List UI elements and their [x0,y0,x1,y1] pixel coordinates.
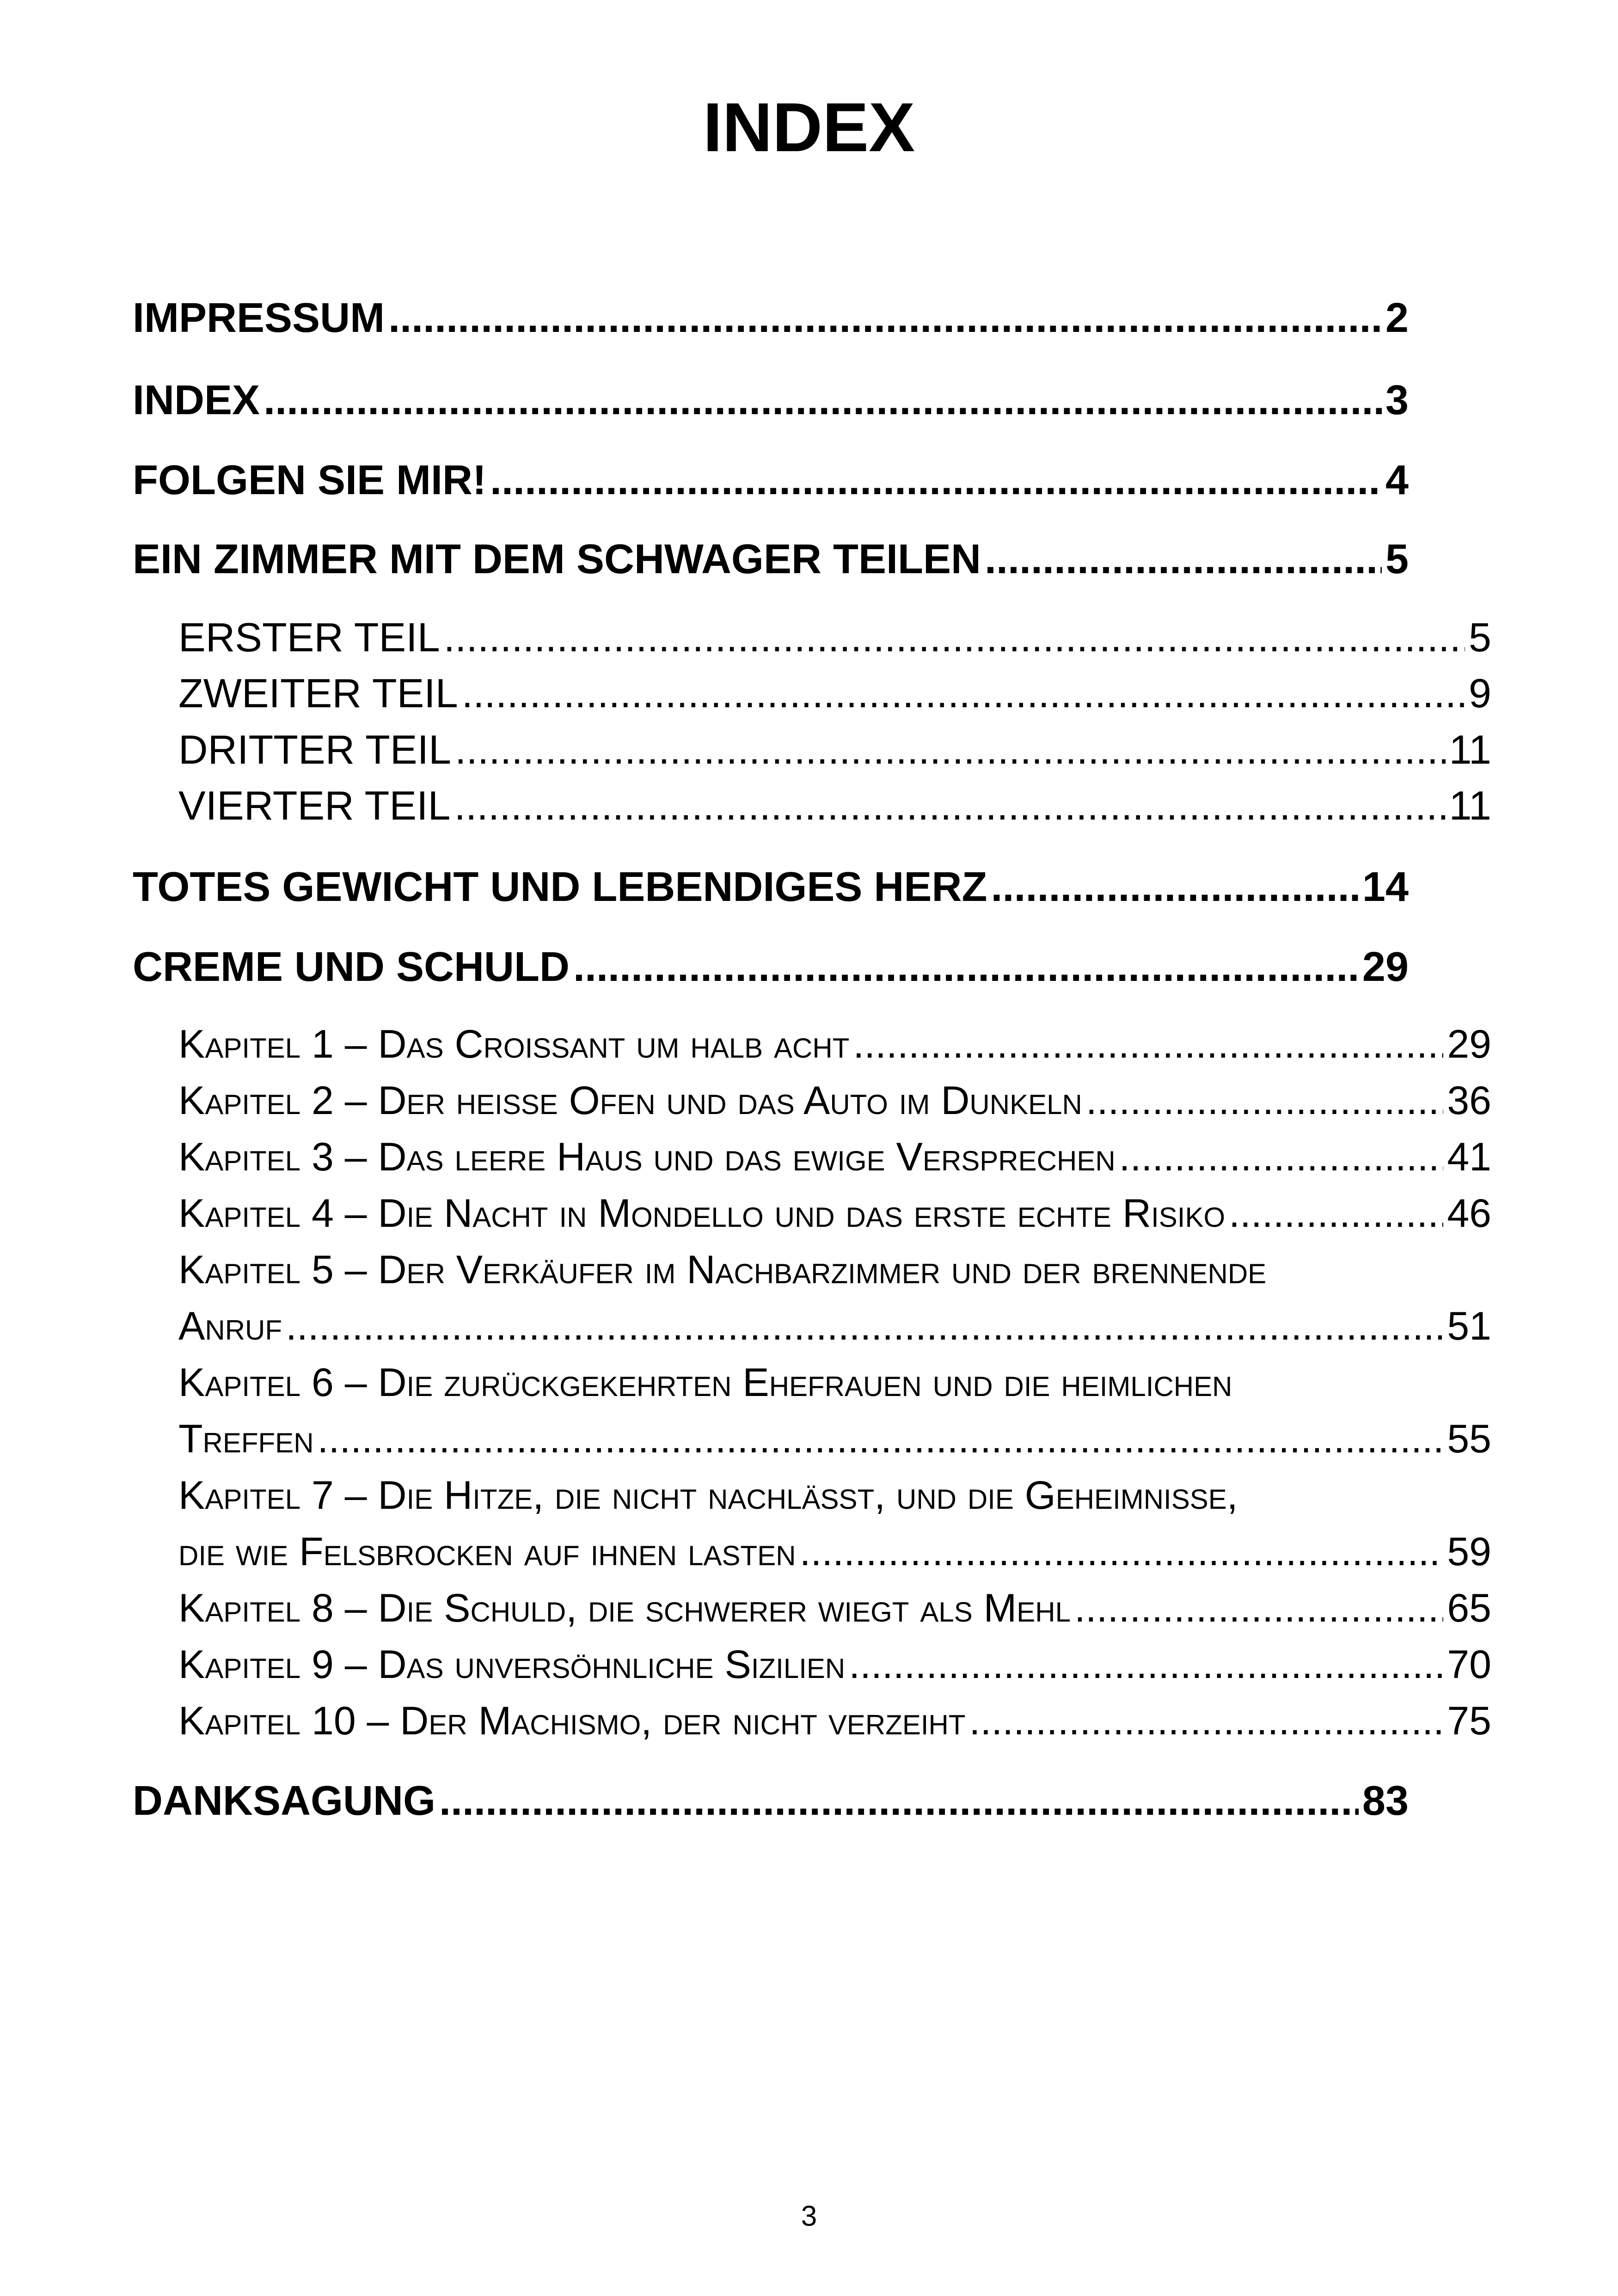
dot-leader [1229,1186,1443,1241]
toc-chapter-3[interactable] [178,1130,1491,1184]
dot-leader [455,722,1446,777]
toc-entry-page: 14 [1362,864,1409,910]
toc-entry-page: 55 [1447,1417,1491,1461]
toc-subentry-zweiter-teil[interactable] [178,666,1491,721]
dot-leader [462,666,1465,721]
toc-entry-label: DANKSAGUNG [133,1778,436,1824]
page-title: INDEX [703,88,915,166]
toc-entry-label: ZWEITER TEIL [178,670,458,716]
toc-entry-label: Kapitel 4 – Die Nacht in Mondello und das erste echte Risiko [178,1191,1226,1236]
toc-entry-page: 3 [1385,377,1409,423]
toc-entry-label: CREME UND SCHULD [133,944,570,990]
toc-entry-page: 5 [1385,536,1409,582]
dot-leader [318,1412,1444,1466]
dot-leader [991,859,1358,915]
toc-entry-page: 36 [1447,1078,1491,1123]
toc-entry-label: ERSTER TEIL [178,614,440,660]
toc-entry-label: Kapitel 8 – Die Schuld, die schwerer wiegt als Mehl [178,1586,1071,1630]
toc-chapter-7-title-line[interactable]: Kapitel 7 – Die Hitze, die nicht nachlässt, und die Geheimnisse, [178,1473,1238,1518]
toc-chapter-7[interactable] [178,1525,1491,1579]
toc-entry-label: Kapitel 9 – Das unversöhnliche Sizilien [178,1642,846,1687]
toc-entry-folgen-sie-mir[interactable] [133,453,1409,508]
toc-entry-label: EIN ZIMMER MIT DEM SCHWAGER TEILEN [133,536,981,582]
dot-leader [439,1773,1359,1829]
toc-entry-page: 83 [1362,1778,1409,1824]
toc-entry-danksagung[interactable] [133,1773,1409,1829]
toc-entry-page: 46 [1447,1191,1491,1236]
toc-entry-impressum[interactable] [133,290,1409,346]
toc-entry-page: 51 [1447,1304,1491,1348]
toc-entry-page: 9 [1469,670,1491,716]
toc-entry-page: 65 [1447,1586,1491,1630]
toc-chapter-4[interactable] [178,1186,1491,1241]
toc-entry-label: Kapitel 1 – Das Croissant um halb acht [178,1022,850,1066]
toc-entry-label: IMPRESSUM [133,295,385,341]
toc-entry-index[interactable] [133,373,1409,428]
toc-entry-page: 11 [1449,783,1491,828]
dot-leader [454,778,1446,833]
toc-entry-page: 41 [1447,1135,1491,1179]
toc-subentry-vierter-teil[interactable] [178,778,1491,833]
toc-chapter-1[interactable] [178,1017,1491,1071]
toc-subentry-dritter-teil[interactable] [178,722,1491,777]
dot-leader [1074,1581,1443,1635]
toc-entry-creme-und-schuld[interactable] [133,939,1409,995]
toc-entry-label: FOLGEN SIE MIR! [133,457,486,503]
dot-leader [985,532,1382,587]
toc-entry-page: 4 [1385,457,1409,503]
toc-chapter-9[interactable] [178,1637,1491,1692]
toc-entry-zimmer-schwager[interactable] [133,532,1409,587]
toc-entry-label: Anruf [178,1304,282,1348]
dot-leader [286,1299,1443,1353]
toc-chapter-2[interactable] [178,1073,1491,1128]
toc-chapter-8[interactable] [178,1581,1491,1635]
toc-entry-page: 70 [1447,1642,1491,1687]
toc-entry-page: 75 [1447,1699,1491,1743]
toc-entry-label: Treffen [178,1417,314,1461]
toc-chapter-5[interactable] [178,1299,1491,1353]
toc-entry-label: INDEX [133,377,260,423]
toc-entry-label: VIERTER TEIL [178,783,451,828]
toc-entry-label: DRITTER TEIL [178,727,452,772]
toc-entry-page: 29 [1362,944,1409,990]
toc-subentry-erster-teil[interactable] [178,610,1491,665]
toc-entry-label: Kapitel 2 – Der heiße Ofen und das Auto im Dunkeln [178,1078,1082,1123]
dot-leader [800,1525,1444,1579]
toc-chapter-5-title-line[interactable]: Kapitel 5 – Der Verkäufer im Nachbarzimmer und der brennende [178,1248,1267,1292]
toc-entry-page: 11 [1449,727,1491,772]
toc-entry-label: Kapitel 3 – Das leere Haus und das ewige Versprechen [178,1135,1115,1179]
toc-entry-totes-gewicht[interactable] [133,859,1409,915]
dot-leader [490,453,1382,508]
toc-entry-page: 59 [1447,1530,1491,1574]
toc-entry-page: 29 [1447,1022,1491,1066]
toc-entry-label: Kapitel 10 – Der Machismo, der nicht verzeiht [178,1699,966,1743]
toc-chapter-10[interactable] [178,1694,1491,1748]
toc-entry-page: 5 [1469,614,1491,660]
dot-leader [969,1694,1444,1748]
dot-leader [849,1637,1443,1692]
dot-leader [388,290,1382,346]
toc-entry-label: TOTES GEWICHT UND LEBENDIGES HERZ [133,864,987,910]
dot-leader [264,373,1382,428]
dot-leader [573,939,1359,995]
toc-entry-label: die wie Felsbrocken auf ihnen lasten [178,1530,796,1574]
dot-leader [1086,1073,1444,1128]
toc-chapter-6[interactable] [178,1412,1491,1466]
dot-leader [1119,1130,1444,1184]
dot-leader [444,610,1465,665]
toc-entry-page: 2 [1385,295,1409,341]
page-number: 3 [801,2200,817,2232]
dot-leader [853,1017,1443,1071]
toc-chapter-6-title-line[interactable]: Kapitel 6 – Die zurückgekehrten Ehefrauen und die heimlichen [178,1360,1232,1405]
